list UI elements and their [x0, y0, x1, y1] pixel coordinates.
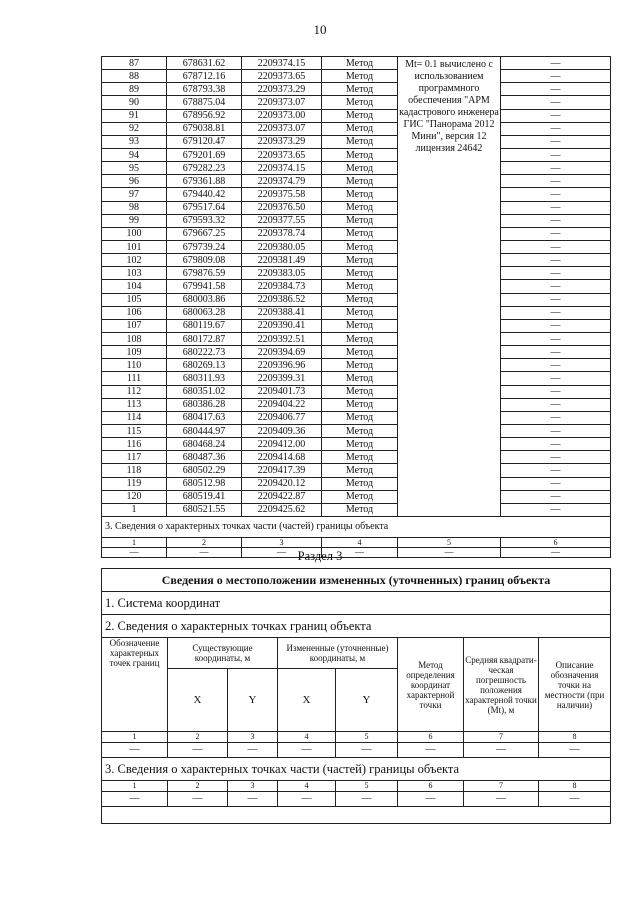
section-label: Раздел 3	[297, 549, 343, 563]
method: Метод	[322, 477, 398, 490]
point-number: 120	[102, 490, 167, 503]
y-coordinate: 2209394.69	[242, 346, 322, 359]
column-number: 5	[398, 537, 501, 547]
column-number: 4	[322, 537, 398, 547]
column-number: 6	[501, 537, 611, 547]
x-coordinate: 680222.73	[167, 346, 242, 359]
table-row	[102, 332, 611, 345]
table-row	[102, 254, 611, 267]
description-cell: —	[501, 227, 611, 240]
y-coordinate: 2209373.29	[242, 83, 322, 96]
description-cell: —	[501, 306, 611, 319]
x-coordinate: 680512.98	[167, 477, 242, 490]
empty-row	[102, 807, 611, 824]
table-row	[102, 280, 611, 293]
method: Метод	[322, 411, 398, 424]
y-coordinate: 2209375.58	[242, 188, 322, 201]
y-coordinate: 2209392.51	[242, 332, 322, 345]
table-row	[102, 109, 611, 122]
table-row	[102, 503, 611, 516]
table-row	[102, 792, 611, 807]
table-row	[102, 516, 611, 537]
description-cell: —	[501, 346, 611, 359]
column-number: 4	[278, 781, 336, 792]
point-number: 89	[102, 83, 167, 96]
x-coordinate: 679440.42	[167, 188, 242, 201]
description-cell: —	[501, 57, 611, 70]
dash-cell: —	[102, 547, 167, 557]
y-coordinate: 2209412.00	[242, 438, 322, 451]
point-number: 114	[102, 411, 167, 424]
description-cell: —	[501, 280, 611, 293]
column-number: 5	[336, 732, 398, 743]
description-cell: —	[501, 83, 611, 96]
dash-cell: —	[398, 792, 464, 807]
column-number-row	[102, 732, 611, 743]
column-number: 5	[336, 781, 398, 792]
x-coordinate: 680119.67	[167, 319, 242, 332]
dash-cell: —	[168, 743, 228, 758]
dash-cell: —	[336, 743, 398, 758]
x-coordinate: 680502.29	[167, 464, 242, 477]
table-row	[102, 57, 611, 70]
x-coordinate: 680521.55	[167, 503, 242, 516]
x-coordinate: 680269.13	[167, 359, 242, 372]
method: Метод	[322, 359, 398, 372]
point-number: 91	[102, 109, 167, 122]
x-coordinate: 678956.92	[167, 109, 242, 122]
y-coordinate: 2209399.31	[242, 372, 322, 385]
dash-cell: —	[242, 547, 322, 557]
description-cell: —	[501, 477, 611, 490]
column-number: 1	[102, 732, 168, 743]
header-designation: Обозначение характерных точек границ	[102, 638, 168, 732]
dash-cell: —	[278, 792, 336, 807]
description-cell: —	[501, 319, 611, 332]
dash-cell: —	[102, 792, 168, 807]
y-coordinate: 2209390.41	[242, 319, 322, 332]
point-number: 96	[102, 175, 167, 188]
changed-boundaries-table	[101, 568, 611, 824]
dash-cell: —	[228, 743, 278, 758]
header-method: Метод определения координат характерной точки	[398, 638, 464, 732]
description-cell: —	[501, 385, 611, 398]
x-coordinate: 679941.58	[167, 280, 242, 293]
description-cell: —	[501, 109, 611, 122]
method: Метод	[322, 424, 398, 437]
description-cell: —	[501, 464, 611, 477]
y-coordinate: 2209420.12	[242, 477, 322, 490]
point-number: 95	[102, 162, 167, 175]
y-coordinate: 2209378.74	[242, 227, 322, 240]
column-number: 6	[398, 732, 464, 743]
description-cell: —	[501, 135, 611, 148]
table-row	[102, 214, 611, 227]
dash-cell: —	[501, 547, 611, 557]
table-row	[102, 96, 611, 109]
table-row	[102, 227, 611, 240]
header-existing: Существующие координаты, м	[168, 638, 278, 669]
x-coordinate: 679593.32	[167, 214, 242, 227]
description-cell: —	[501, 254, 611, 267]
point-number: 87	[102, 57, 167, 70]
y-coordinate: 2209414.68	[242, 451, 322, 464]
point-number: 93	[102, 135, 167, 148]
method: Метод	[322, 372, 398, 385]
column-number: 3	[228, 781, 278, 792]
y-coordinate: 2209373.07	[242, 122, 322, 135]
method: Метод	[322, 293, 398, 306]
method: Метод	[322, 398, 398, 411]
point-number: 110	[102, 359, 167, 372]
table-row	[102, 477, 611, 490]
table-row	[102, 148, 611, 161]
description-cell: —	[501, 359, 611, 372]
y-coordinate: 2209404.22	[242, 398, 322, 411]
method: Метод	[322, 240, 398, 253]
y-coordinate: 2209381.49	[242, 254, 322, 267]
header-x: X	[278, 669, 336, 732]
method: Метод	[322, 438, 398, 451]
table-row	[102, 438, 611, 451]
table-row	[102, 424, 611, 437]
accuracy-note: Mt= 0.1 вычислено с использованием программного обеспечения "АРМ кадастрового инженера ГИС "Панорама 2012 Мини", версия 12 лицензия 24642	[398, 57, 501, 517]
description-cell: —	[501, 451, 611, 464]
description-cell: —	[501, 148, 611, 161]
y-coordinate: 2209425.62	[242, 503, 322, 516]
description-cell: —	[501, 438, 611, 451]
dash-cell: —	[539, 743, 611, 758]
point-number: 117	[102, 451, 167, 464]
description-cell: —	[501, 411, 611, 424]
x-coordinate: 680519.41	[167, 490, 242, 503]
point-number: 103	[102, 267, 167, 280]
x-coordinate: 678793.38	[167, 83, 242, 96]
x-coordinate: 679739.24	[167, 240, 242, 253]
table-row	[102, 490, 611, 503]
description-cell: —	[501, 188, 611, 201]
dash-cell: —	[322, 547, 398, 557]
x-coordinate: 680172.87	[167, 332, 242, 345]
y-coordinate: 2209373.65	[242, 70, 322, 83]
point-number: 112	[102, 385, 167, 398]
header-y: Y	[228, 669, 278, 732]
table-row	[102, 464, 611, 477]
point-number: 98	[102, 201, 167, 214]
dash-cell: —	[398, 743, 464, 758]
point-number: 102	[102, 254, 167, 267]
column-number: 3	[228, 732, 278, 743]
table-row	[102, 162, 611, 175]
y-coordinate: 2209376.50	[242, 201, 322, 214]
description-cell: —	[501, 424, 611, 437]
method: Метод	[322, 122, 398, 135]
header-x: X	[168, 669, 228, 732]
method: Метод	[322, 109, 398, 122]
point-number: 108	[102, 332, 167, 345]
column-number: 1	[102, 781, 168, 792]
x-coordinate: 678712.16	[167, 70, 242, 83]
method: Метод	[322, 175, 398, 188]
column-number: 2	[167, 537, 242, 547]
table-row	[102, 411, 611, 424]
point-number: 88	[102, 70, 167, 83]
boundary-points-table	[101, 56, 611, 558]
table-row	[102, 385, 611, 398]
method: Метод	[322, 451, 398, 464]
dash-cell: —	[167, 547, 242, 557]
point-number: 115	[102, 424, 167, 437]
table-row	[102, 201, 611, 214]
description-cell: —	[501, 503, 611, 516]
description-cell: —	[501, 240, 611, 253]
method: Метод	[322, 280, 398, 293]
x-coordinate: 679361.88	[167, 175, 242, 188]
x-coordinate: 680386.28	[167, 398, 242, 411]
table-row	[102, 359, 611, 372]
x-coordinate: 679876.59	[167, 267, 242, 280]
point-number: 118	[102, 464, 167, 477]
x-coordinate: 679667.25	[167, 227, 242, 240]
point-number: 116	[102, 438, 167, 451]
description-cell: —	[501, 201, 611, 214]
dash-cell: —	[228, 792, 278, 807]
x-coordinate: 679517.64	[167, 201, 242, 214]
description-cell: —	[501, 490, 611, 503]
point-number: 99	[102, 214, 167, 227]
coord-system-heading: 1. Система координат	[102, 592, 611, 615]
x-coordinate: 680417.63	[167, 411, 242, 424]
y-coordinate: 2209396.96	[242, 359, 322, 372]
point-number: 105	[102, 293, 167, 306]
description-cell: —	[501, 293, 611, 306]
method: Метод	[322, 70, 398, 83]
y-coordinate: 2209383.05	[242, 267, 322, 280]
point-number: 109	[102, 346, 167, 359]
column-number-row	[102, 781, 611, 792]
table-row	[102, 267, 611, 280]
dash-cell: —	[398, 547, 501, 557]
header-error: Средняя квадрати-ческая погрешность положения характерной точки (Mt), м	[464, 638, 539, 732]
y-coordinate: 2209377.55	[242, 214, 322, 227]
column-number: 8	[539, 732, 611, 743]
point-number: 97	[102, 188, 167, 201]
column-number: 1	[102, 537, 167, 547]
table-row	[102, 70, 611, 83]
table-row	[102, 372, 611, 385]
column-number: 6	[398, 781, 464, 792]
table-row	[102, 451, 611, 464]
description-cell: —	[501, 122, 611, 135]
method: Метод	[322, 332, 398, 345]
header-description: Описание обозначения точки на местности (при наличии)	[539, 638, 611, 732]
point-number: 90	[102, 96, 167, 109]
point-number: 107	[102, 319, 167, 332]
y-coordinate: 2209380.05	[242, 240, 322, 253]
method: Метод	[322, 83, 398, 96]
y-coordinate: 2209374.15	[242, 57, 322, 70]
x-coordinate: 680444.97	[167, 424, 242, 437]
y-coordinate: 2209374.79	[242, 175, 322, 188]
x-coordinate: 680487.36	[167, 451, 242, 464]
point-number: 1	[102, 503, 167, 516]
description-cell: —	[501, 372, 611, 385]
y-coordinate: 2209384.73	[242, 280, 322, 293]
x-coordinate: 678875.04	[167, 96, 242, 109]
points-heading: 2. Сведения о характерных точках границ объекта	[102, 615, 611, 638]
y-coordinate: 2209386.52	[242, 293, 322, 306]
dash-cell: —	[464, 792, 539, 807]
dash-cell: —	[278, 743, 336, 758]
table-row	[102, 175, 611, 188]
x-coordinate: 680311.93	[167, 372, 242, 385]
y-coordinate: 2209388.41	[242, 306, 322, 319]
description-cell: —	[501, 398, 611, 411]
column-number: 2	[168, 781, 228, 792]
point-number: 100	[102, 227, 167, 240]
description-cell: —	[501, 214, 611, 227]
x-coordinate: 678631.62	[167, 57, 242, 70]
description-cell: —	[501, 70, 611, 83]
y-coordinate: 2209373.00	[242, 109, 322, 122]
method: Метод	[322, 254, 398, 267]
column-number: 7	[464, 781, 539, 792]
dash-cell: —	[168, 792, 228, 807]
parts-heading: 3. Сведения о характерных точках части (частей) границы объекта	[102, 516, 611, 537]
method: Метод	[322, 464, 398, 477]
column-number: 7	[464, 732, 539, 743]
table-row	[102, 306, 611, 319]
column-number-row	[102, 537, 611, 547]
table-row	[102, 743, 611, 758]
dash-cell: —	[464, 743, 539, 758]
method: Метод	[322, 267, 398, 280]
x-coordinate: 679809.08	[167, 254, 242, 267]
description-cell: —	[501, 267, 611, 280]
point-number: 111	[102, 372, 167, 385]
column-number: 8	[539, 781, 611, 792]
y-coordinate: 2209406.77	[242, 411, 322, 424]
table-row	[102, 122, 611, 135]
y-coordinate: 2209401.73	[242, 385, 322, 398]
y-coordinate: 2209373.29	[242, 135, 322, 148]
point-number: 113	[102, 398, 167, 411]
method: Метод	[322, 96, 398, 109]
point-number: 104	[102, 280, 167, 293]
column-number: 4	[278, 732, 336, 743]
method: Метод	[322, 503, 398, 516]
y-coordinate: 2209417.39	[242, 464, 322, 477]
description-cell: —	[501, 162, 611, 175]
description-cell: —	[501, 96, 611, 109]
point-number: 101	[102, 240, 167, 253]
table-row	[102, 398, 611, 411]
x-coordinate: 679282.23	[167, 162, 242, 175]
method: Метод	[322, 188, 398, 201]
description-cell: —	[501, 332, 611, 345]
table-title: Сведения о местоположении измененных (уточненных) границ объекта	[102, 569, 611, 592]
page-number: 10	[313, 22, 327, 37]
method: Метод	[322, 214, 398, 227]
point-number: 119	[102, 477, 167, 490]
dash-cell: —	[336, 792, 398, 807]
y-coordinate: 2209422.87	[242, 490, 322, 503]
point-number: 92	[102, 122, 167, 135]
table-row	[102, 240, 611, 253]
y-coordinate: 2209409.36	[242, 424, 322, 437]
x-coordinate: 680351.02	[167, 385, 242, 398]
method: Метод	[322, 385, 398, 398]
method: Метод	[322, 201, 398, 214]
table-row	[102, 188, 611, 201]
method: Метод	[322, 346, 398, 359]
point-number: 106	[102, 306, 167, 319]
method: Метод	[322, 319, 398, 332]
method: Метод	[322, 135, 398, 148]
method: Метод	[322, 306, 398, 319]
method: Метод	[322, 227, 398, 240]
y-coordinate: 2209374.15	[242, 162, 322, 175]
x-coordinate: 680468.24	[167, 438, 242, 451]
description-cell: —	[501, 175, 611, 188]
x-coordinate: 680003.86	[167, 293, 242, 306]
point-number: 94	[102, 148, 167, 161]
x-coordinate: 680063.28	[167, 306, 242, 319]
method: Метод	[322, 57, 398, 70]
method: Метод	[322, 162, 398, 175]
parts-heading: 3. Сведения о характерных точках части (частей) границы объекта	[102, 758, 611, 781]
column-number: 3	[242, 537, 322, 547]
header-changed: Измененные (уточненные) координаты, м	[278, 638, 398, 669]
table-row	[102, 346, 611, 359]
y-coordinate: 2209373.07	[242, 96, 322, 109]
column-number: 2	[168, 732, 228, 743]
table-row	[102, 135, 611, 148]
header-y: Y	[336, 669, 398, 732]
method: Метод	[322, 148, 398, 161]
x-coordinate: 679120.47	[167, 135, 242, 148]
x-coordinate: 679038.81	[167, 122, 242, 135]
table-row	[102, 293, 611, 306]
y-coordinate: 2209373.65	[242, 148, 322, 161]
table-row	[102, 83, 611, 96]
x-coordinate: 679201.69	[167, 148, 242, 161]
table-row	[102, 319, 611, 332]
dash-cell: —	[102, 743, 168, 758]
method: Метод	[322, 490, 398, 503]
dash-cell: —	[539, 792, 611, 807]
